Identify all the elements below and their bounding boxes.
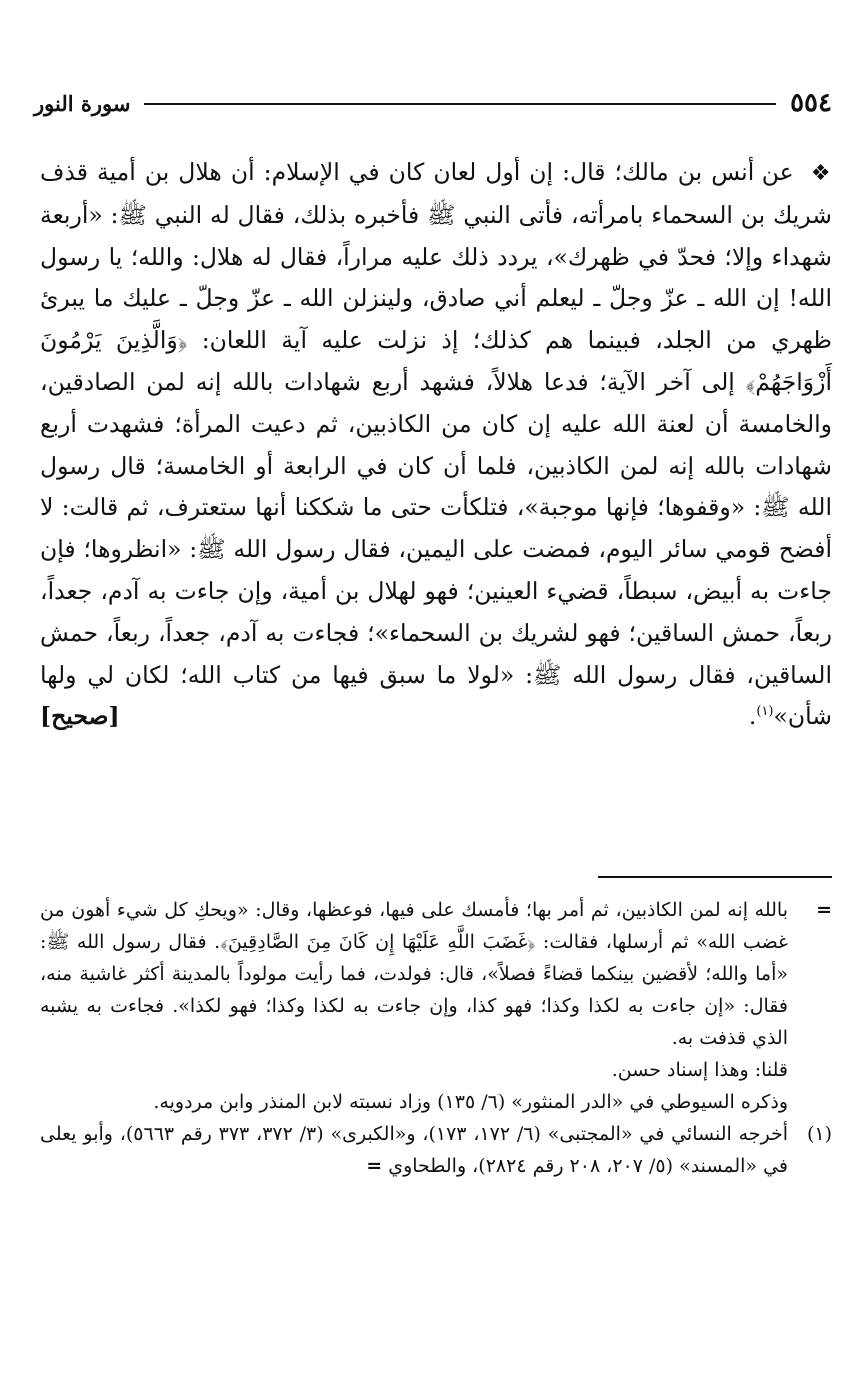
hadith-grade: [صحيح]: [40, 702, 120, 731]
footnote-1: [40, 1118, 832, 1182]
footnotes: [40, 894, 832, 1182]
footnote-1-content: أخرجه النسائي في «المجتبى» (٦/ ١٧٢، ١٧٣)، و«الكبرى» (٣/ ٣٧٢، ٣٧٣ رقم ٥٦٦٣)، وأبو يعلى في «المسند» (٥/ ٢٠٧، ٢٠٨ رقم ٢٨٢٤)، والطحاوي: [40, 1123, 789, 1177]
page-number: ٥٥٤: [790, 88, 832, 118]
hadith-paragraph: [40, 152, 832, 738]
continuation-marker: =: [816, 899, 832, 921]
hadith-end: .: [748, 702, 757, 731]
footnote-suyuti-note: وذكره السيوطي في «الدر المنثور» (٦/ ١٣٥) وزاد نسبته لابن المنذر وابن مردويه.: [153, 1091, 788, 1113]
footnote-1-body: [40, 1118, 788, 1182]
footnote-chain-note: قلنا: وهذا إسناد حسن.: [611, 1059, 788, 1081]
footnote-continued-body: [40, 894, 788, 1118]
diamond-bullet-icon: ❖: [810, 161, 832, 186]
footnote-reference: (١): [756, 704, 774, 720]
footnote-continued-text: بالله إنه لمن الكاذبين، ثم أمر بها؛ فأمسك على فيها، فوعظها، وقال: «ويحكِ كل شيء أهون من غضب الله» ثم أرسلها، فقالت: ﴿غَضَبَ اللَّهِ عَلَيْهَا إِن كَانَ مِنَ الصَّادِقِينَ﴾. فقال رسول الله ﷺ: «أما والله؛ لأقضين بينكما قضاءً فصلاً»، قال: فولدت، فما رأيت مولوداً بالمدينة أكثر غاشية منه، فقال: «إن جاءت به لكذا وكذا؛ فهو كذا، وإن جاءت به لكذا وكذا؛ فهو لكذا». فجاءت به يشبه الذي قذفت به.: [40, 899, 788, 1049]
hadith-body: عن أنس بن مالك؛ قال: إن أول لعان كان في الإسلام: أن هلال بن أمية قذف شريك بن السحماء بامرأته، فأتى النبي ﷺ فأخبره بذلك، فقال له النبي ﷺ: «أربعة شهداء وإلا؛ فحدّ في ظهرك»، يردد ذلك عليه مراراً، فقال له هلال: والله؛ يا رسول الله! إن الله ـ عزّ وجلّ ـ ليعلم أني صادق، ولينزلن الله ـ عزّ وجلّ ـ عليك ما يبرئ ظهري من الجلد، فبينما هم كذلك؛ إذ نزلت عليه آية اللعان: ﴿وَالَّذِينَ يَرْمُونَ أَزْوَاجَهُمْ﴾ إلى آخر الآية؛ فدعا هلالاً، فشهد أربع شهادات بالله إنه لمن الصادقين، والخامسة أن لعنة الله عليه إن كان من الكاذبين، ثم دعيت المرأة؛ فشهدت أربع شهادات بالله إنه لمن الكاذبين، فلما أن كان في الرابعة أو الخامسة؛ قال رسول الله ﷺ: «وقفوها؛ فإنها موجبة»، فتلكأت حتى ما شككنا أنها ستعترف، ثم قالت: لا أفضح قومي سائر اليوم، فمضت على اليمين، فقال رسول الله ﷺ: «انظروها؛ فإن جاءت به أبيض، سبطاً، قضيء العينين؛ فهو لهلال بن أمية، وإن جاءت به آدم، جعداً، ربعاً، حمش الساقين؛ فهو لشريك بن السحماء»؛ فجاءت به آدم، جعداً، ربعاً، حمش الساقين، فقال رسول الله ﷺ: «لولا ما سبق فيها من كتاب الله؛ لكان لي ولها شأن»: [40, 158, 832, 731]
footnote-1-text: [40, 1118, 788, 1182]
footnote-separator: [598, 876, 832, 878]
surah-title: سورة النور: [34, 90, 131, 116]
header-rule: [144, 103, 776, 105]
hadith-text: [40, 152, 832, 738]
footnote-continued: [40, 894, 832, 1118]
footnote-1-marker: (١): [806, 1123, 832, 1145]
footnote-1-continues-marker: =: [366, 1155, 383, 1177]
page-header: [34, 86, 832, 120]
